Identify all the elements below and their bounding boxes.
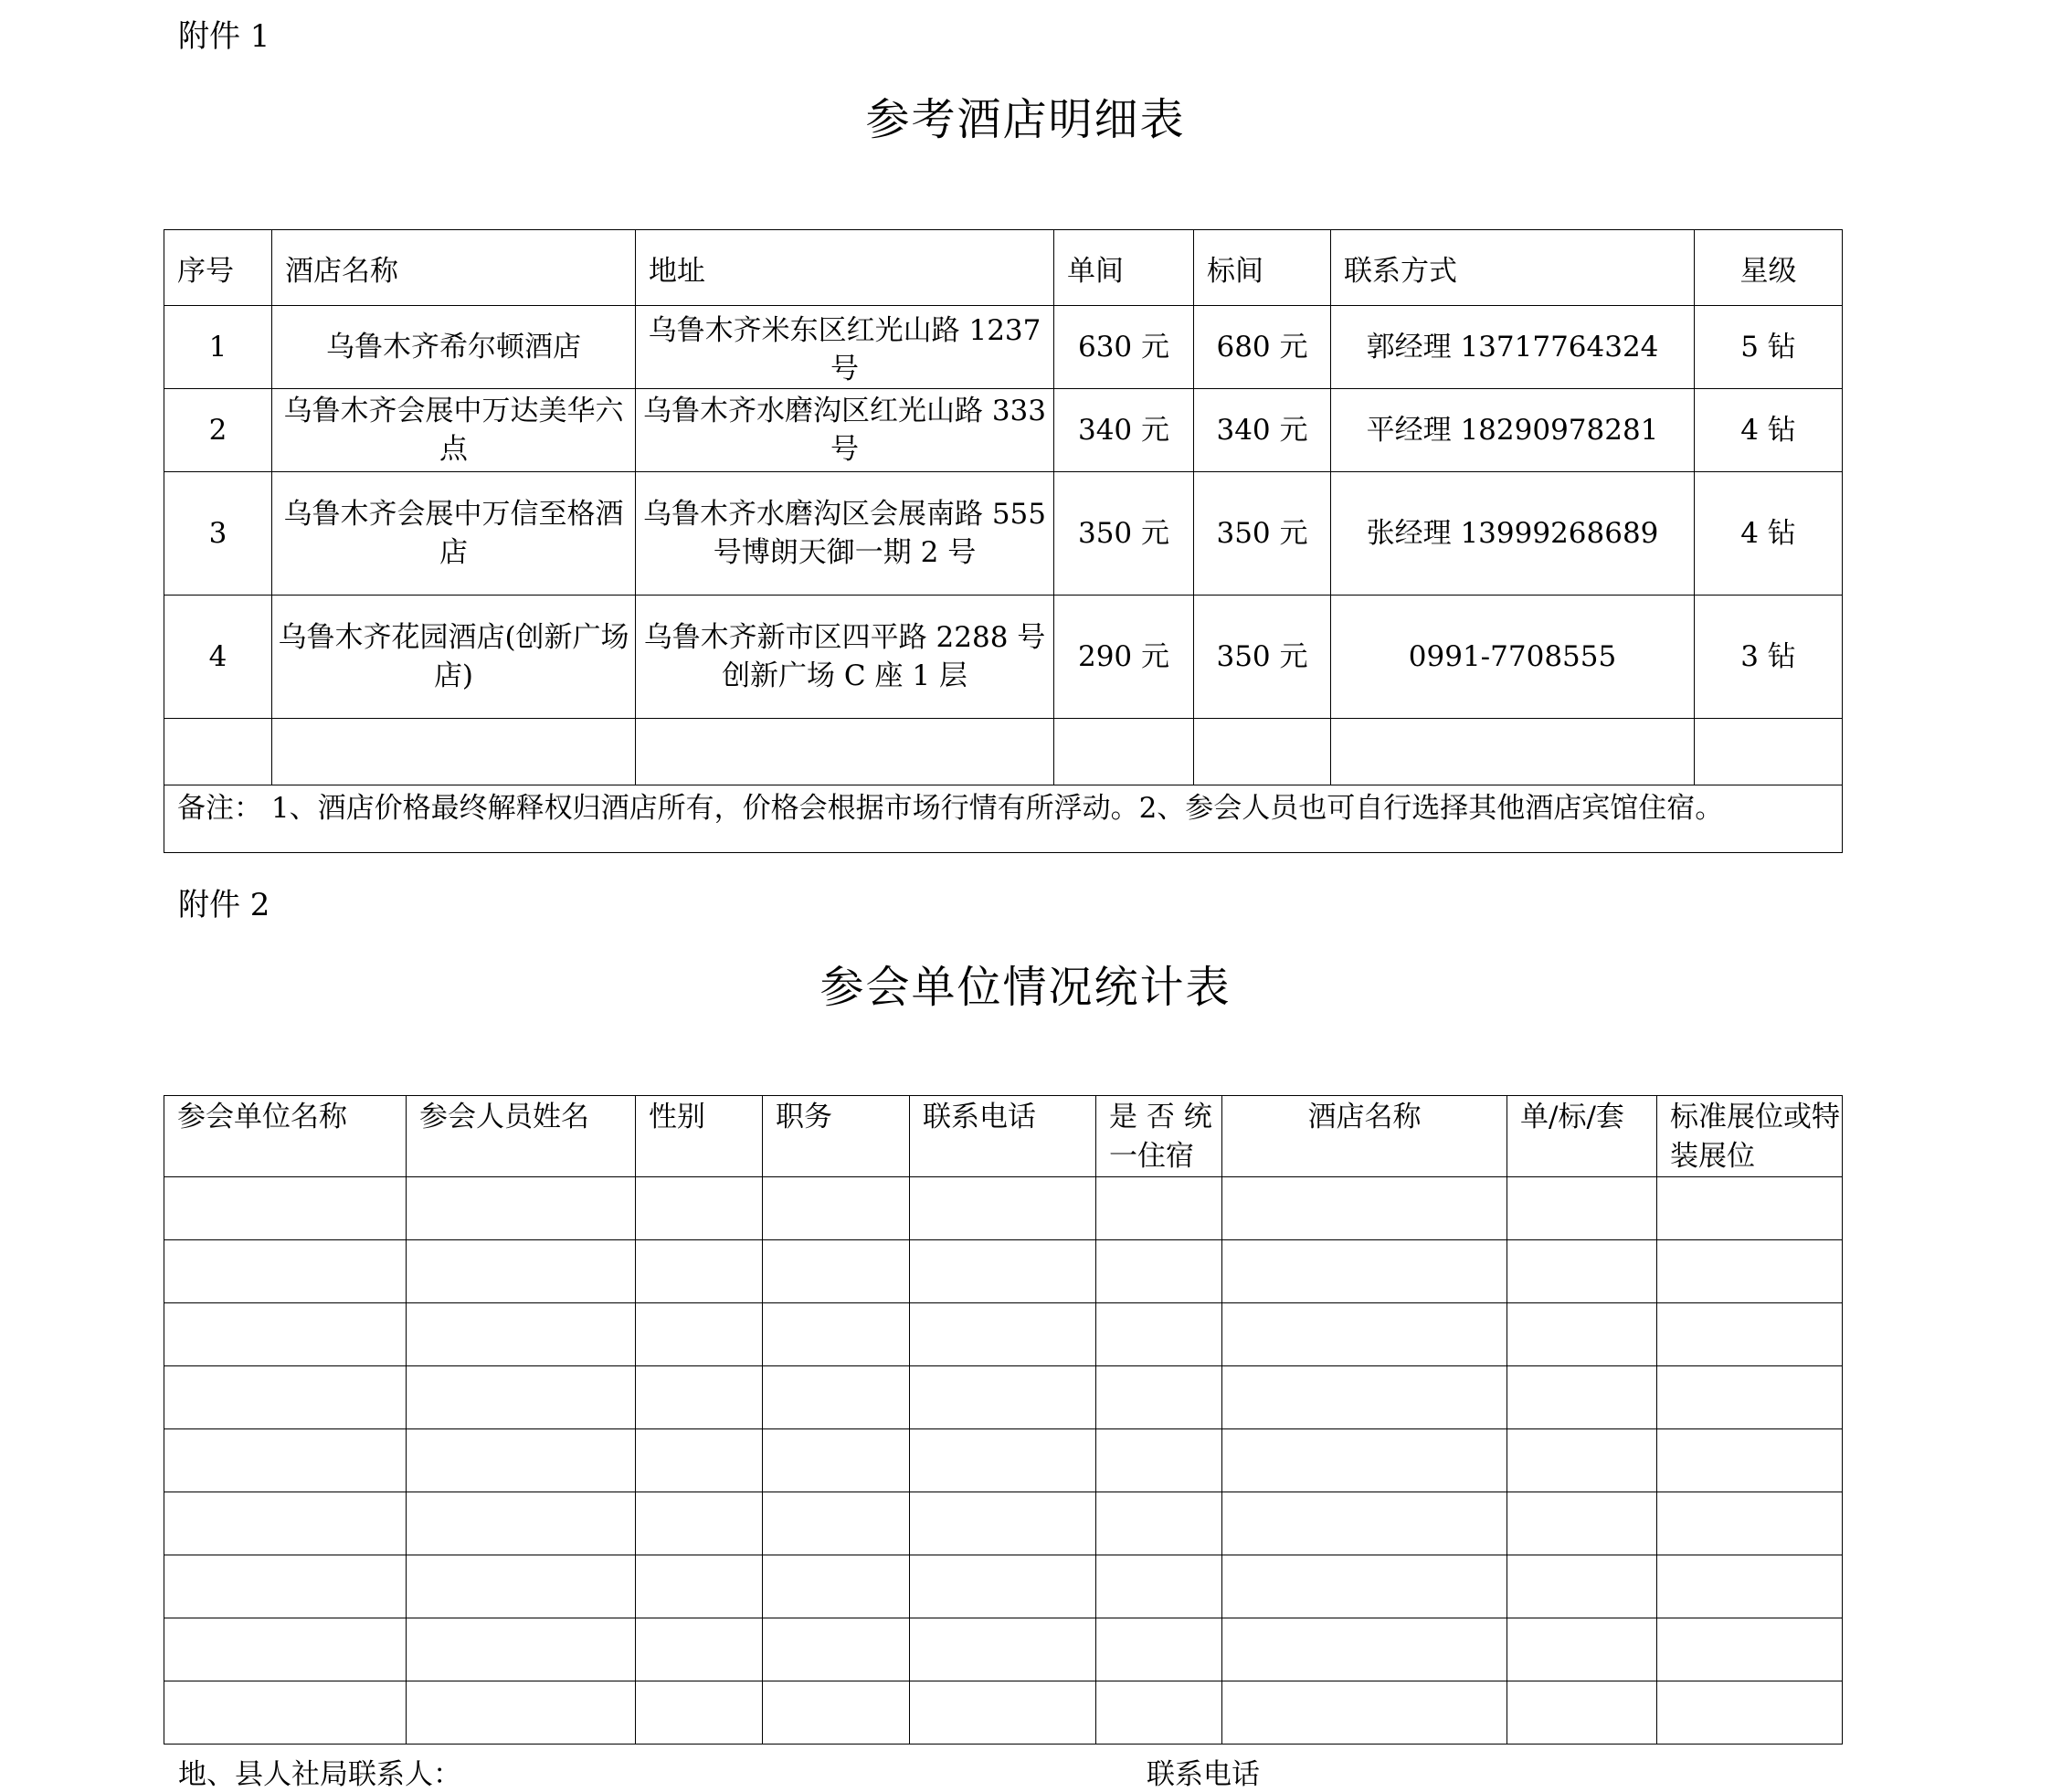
empty-cell bbox=[1507, 1177, 1657, 1240]
hotel-table bbox=[164, 229, 1843, 853]
row-standard-price: 350 元 bbox=[1194, 596, 1331, 719]
empty-cell bbox=[763, 1240, 910, 1303]
empty-cell bbox=[1222, 1555, 1507, 1618]
row-address: 乌鲁木齐米东区红光山路 1237 号 bbox=[636, 306, 1054, 389]
empty-row bbox=[164, 1681, 1843, 1745]
row-contact: 张经理 13999268689 bbox=[1331, 472, 1695, 596]
row-single-price: 340 元 bbox=[1054, 389, 1194, 472]
empty-cell bbox=[1096, 1366, 1222, 1429]
registration-table bbox=[164, 1095, 1843, 1745]
empty-cell bbox=[407, 1492, 636, 1555]
empty-cell bbox=[407, 1366, 636, 1429]
empty-cell bbox=[1657, 1681, 1843, 1745]
empty-cell bbox=[1096, 1681, 1222, 1745]
empty-cell bbox=[1222, 1681, 1507, 1745]
contact-person-label: 地、县人社局联系人： bbox=[178, 1758, 461, 1791]
header-star: 星级 bbox=[1695, 230, 1843, 306]
hotel-table-title: 参考酒店明细表 bbox=[865, 94, 1186, 145]
empty-cell bbox=[1096, 1303, 1222, 1366]
empty-cell bbox=[910, 1366, 1096, 1429]
empty-cell bbox=[763, 1555, 910, 1618]
table-row bbox=[164, 596, 1843, 719]
table-row bbox=[164, 472, 1843, 596]
empty-cell bbox=[1222, 1366, 1507, 1429]
registration-table-title: 参会单位情况统计表 bbox=[819, 962, 1232, 1013]
empty-cell bbox=[407, 1681, 636, 1745]
row-star: 3 钻 bbox=[1695, 596, 1843, 719]
header-position: 职务 bbox=[763, 1096, 910, 1177]
empty-cell bbox=[1657, 1366, 1843, 1429]
header-no: 序号 bbox=[164, 230, 272, 306]
empty-cell bbox=[1657, 1240, 1843, 1303]
header-single-room: 单间 bbox=[1054, 230, 1194, 306]
empty-cell bbox=[636, 1618, 763, 1681]
row-standard-price: 350 元 bbox=[1194, 472, 1331, 596]
empty-cell bbox=[910, 1492, 1096, 1555]
header-unified-lodging: 是 否 统 一住宿 bbox=[1096, 1096, 1222, 1177]
empty-cell bbox=[1222, 1618, 1507, 1681]
empty-cell bbox=[1507, 1240, 1657, 1303]
empty-cell bbox=[164, 1366, 407, 1429]
empty-row bbox=[164, 1492, 1843, 1555]
empty-cell bbox=[407, 1303, 636, 1366]
empty-cell bbox=[1096, 1177, 1222, 1240]
header-hotel-name: 酒店名称 bbox=[272, 230, 636, 306]
empty-cell bbox=[1507, 1555, 1657, 1618]
header-hotel-name: 酒店名称 bbox=[1222, 1096, 1507, 1177]
empty-cell bbox=[763, 1429, 910, 1492]
empty-cell bbox=[1222, 1177, 1507, 1240]
registration-header-row bbox=[164, 1096, 1843, 1177]
empty-cell bbox=[164, 1555, 407, 1618]
empty-row bbox=[164, 1555, 1843, 1618]
empty-cell bbox=[763, 1303, 910, 1366]
empty-cell bbox=[910, 1555, 1096, 1618]
empty-cell bbox=[407, 1429, 636, 1492]
row-address: 乌鲁木齐水磨沟区会展南路 555 号博朗天御一期 2 号 bbox=[636, 472, 1054, 596]
empty-cell bbox=[1507, 1366, 1657, 1429]
empty-cell bbox=[1657, 1492, 1843, 1555]
row-contact: 0991-7708555 bbox=[1331, 596, 1695, 719]
empty-cell bbox=[763, 1492, 910, 1555]
row-no: 1 bbox=[164, 306, 272, 389]
empty-cell bbox=[1222, 1240, 1507, 1303]
empty-cell bbox=[1096, 1429, 1222, 1492]
empty-cell bbox=[636, 1429, 763, 1492]
attachment2-label: 附件 2 bbox=[178, 887, 270, 923]
empty-cell bbox=[636, 1366, 763, 1429]
row-single-price: 350 元 bbox=[1054, 472, 1194, 596]
empty-cell bbox=[164, 1492, 407, 1555]
empty-cell bbox=[1096, 1555, 1222, 1618]
note-row bbox=[164, 785, 1843, 853]
header-address: 地址 bbox=[636, 230, 1054, 306]
empty-cell bbox=[636, 1177, 763, 1240]
empty-cell bbox=[910, 1303, 1096, 1366]
row-hotel-name: 乌鲁木齐花园酒店(创新广场店) bbox=[272, 596, 636, 719]
registration-table-body bbox=[164, 1177, 1843, 1745]
row-single-price: 290 元 bbox=[1054, 596, 1194, 719]
empty-cell bbox=[910, 1240, 1096, 1303]
empty-cell bbox=[636, 1303, 763, 1366]
empty-cell bbox=[636, 1681, 763, 1745]
empty-cell bbox=[407, 1177, 636, 1240]
row-hotel-name: 乌鲁木齐会展中万达美华六点 bbox=[272, 389, 636, 472]
empty-row bbox=[164, 1618, 1843, 1681]
row-no: 4 bbox=[164, 596, 272, 719]
empty-cell bbox=[1507, 1303, 1657, 1366]
row-star: 4 钻 bbox=[1695, 389, 1843, 472]
empty-cell bbox=[164, 1303, 407, 1366]
empty-cell bbox=[1507, 1429, 1657, 1492]
empty-cell bbox=[1657, 1303, 1843, 1366]
row-address: 乌鲁木齐水磨沟区红光山路 333 号 bbox=[636, 389, 1054, 472]
empty-cell bbox=[763, 1618, 910, 1681]
phone-label: 联系电话 bbox=[1147, 1758, 1260, 1791]
empty-cell bbox=[164, 1177, 407, 1240]
row-star: 4 钻 bbox=[1695, 472, 1843, 596]
empty-row bbox=[164, 1429, 1843, 1492]
empty-cell bbox=[636, 1492, 763, 1555]
header-contact: 联系方式 bbox=[1331, 230, 1695, 306]
row-no: 2 bbox=[164, 389, 272, 472]
empty-cell bbox=[1657, 1177, 1843, 1240]
empty-cell bbox=[1096, 1240, 1222, 1303]
row-hotel-name: 乌鲁木齐希尔顿酒店 bbox=[272, 306, 636, 389]
empty-cell bbox=[1657, 1555, 1843, 1618]
header-phone: 联系电话 bbox=[910, 1096, 1096, 1177]
empty-cell bbox=[407, 1240, 636, 1303]
empty-row bbox=[164, 1303, 1843, 1366]
table-row bbox=[164, 306, 1843, 389]
header-standard-room: 标间 bbox=[1194, 230, 1331, 306]
empty-cell bbox=[1507, 1618, 1657, 1681]
row-contact: 平经理 18290978281 bbox=[1331, 389, 1695, 472]
empty-cell bbox=[910, 1681, 1096, 1745]
row-standard-price: 680 元 bbox=[1194, 306, 1331, 389]
empty-cell bbox=[407, 1618, 636, 1681]
empty-cell bbox=[636, 1555, 763, 1618]
row-single-price: 630 元 bbox=[1054, 306, 1194, 389]
empty-cell bbox=[164, 1429, 407, 1492]
row-star: 5 钻 bbox=[1695, 306, 1843, 389]
empty-cell bbox=[1222, 1429, 1507, 1492]
empty-cell bbox=[407, 1555, 636, 1618]
table-row bbox=[164, 389, 1843, 472]
empty-cell bbox=[1507, 1492, 1657, 1555]
hotel-note: 备注： 1、酒店价格最终解释权归酒店所有，价格会根据市场行情有所浮动。2、参会人员也可自行选择其他酒店宾馆住宿。 bbox=[164, 785, 1843, 853]
empty-cell bbox=[164, 1618, 407, 1681]
header-booth-type: 标准展位或特装展位 bbox=[1657, 1096, 1843, 1177]
attachment1-label: 附件 1 bbox=[178, 18, 270, 55]
hotel-table-header-row bbox=[164, 230, 1843, 306]
row-hotel-name: 乌鲁木齐会展中万信至格酒店 bbox=[272, 472, 636, 596]
row-contact: 郭经理 13717764324 bbox=[1331, 306, 1695, 389]
empty-cell bbox=[164, 1681, 407, 1745]
empty-cell bbox=[164, 1240, 407, 1303]
empty-cell bbox=[1222, 1492, 1507, 1555]
empty-cell bbox=[1657, 1618, 1843, 1681]
empty-cell bbox=[910, 1177, 1096, 1240]
header-attendee-name: 参会人员姓名 bbox=[407, 1096, 636, 1177]
empty-cell bbox=[763, 1366, 910, 1429]
empty-row bbox=[164, 1177, 1843, 1240]
empty-cell bbox=[763, 1177, 910, 1240]
empty-row bbox=[164, 1240, 1843, 1303]
empty-cell bbox=[910, 1429, 1096, 1492]
header-room-type: 单/标/套 bbox=[1507, 1096, 1657, 1177]
empty-cell bbox=[1507, 1681, 1657, 1745]
empty-cell bbox=[1222, 1303, 1507, 1366]
row-address: 乌鲁木齐新市区四平路 2288 号创新广场 C 座 1 层 bbox=[636, 596, 1054, 719]
empty-cell bbox=[1096, 1492, 1222, 1555]
empty-cell bbox=[1657, 1429, 1843, 1492]
empty-cell bbox=[763, 1681, 910, 1745]
empty-row bbox=[164, 1366, 1843, 1429]
empty-cell bbox=[636, 1240, 763, 1303]
row-no: 3 bbox=[164, 472, 272, 596]
header-unit-name: 参会单位名称 bbox=[164, 1096, 407, 1177]
header-gender: 性别 bbox=[636, 1096, 763, 1177]
empty-cell bbox=[1096, 1618, 1222, 1681]
empty-row bbox=[164, 719, 1843, 785]
row-standard-price: 340 元 bbox=[1194, 389, 1331, 472]
empty-cell bbox=[910, 1618, 1096, 1681]
